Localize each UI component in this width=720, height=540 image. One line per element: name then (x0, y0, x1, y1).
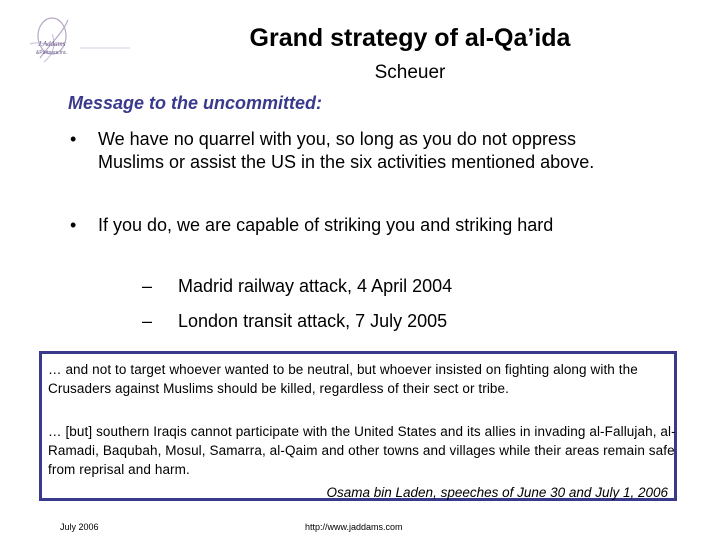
sub-bullet-item (142, 276, 452, 297)
slide-title: Grand strategy of al-Qa’ida (249, 24, 571, 52)
company-logo (22, 14, 132, 70)
slide-subtitle: Scheuer (374, 62, 446, 83)
sub-bullet-text: Madrid railway attack, 4 April 2004 (178, 276, 453, 296)
svg-text:&Partners,Inc.: &Partners,Inc. (36, 50, 68, 56)
quote-paragraph: … [but] southern Iraqis cannot participate with the United States and its allies in invading al-Fallujah, al-Ramadi, Baqubah, Mosul, Samarra, al-Qaim and other towns and villages while their areas remain safe from reprisal and harm. (48, 424, 676, 477)
quote-attribution: Osama bin Laden, speeches of June 30 and July 1, 2006 (326, 485, 668, 500)
bullet-text: We have no quarrel with you, so long as you do not oppress Muslims or assist the US in the six activities mentioned above. (98, 129, 595, 172)
svg-text:J.Addams: J.Addams (38, 40, 66, 48)
bullet-marker: • (70, 215, 77, 235)
bullet-text: If you do, we are capable of striking you and striking hard (98, 215, 554, 235)
footer-url[interactable]: http://www.jaddams.com (305, 522, 403, 532)
sub-bullet-marker: – (142, 276, 153, 296)
quote-paragraph: … and not to target whoever wanted to be neutral, but whoever insisted on fighting along with the Crusaders against Muslims should be killed, regardless of their sect or tribe. (48, 362, 638, 396)
section-heading: Message to the uncommitted: (68, 93, 323, 113)
sub-bullet-text: London transit attack, 7 July 2005 (178, 311, 448, 331)
sub-bullet-marker: – (142, 311, 153, 331)
footer-date: July 2006 (60, 522, 99, 532)
sub-bullet-item (142, 311, 447, 332)
quote-box (39, 351, 677, 501)
bullet-marker: • (70, 129, 77, 149)
